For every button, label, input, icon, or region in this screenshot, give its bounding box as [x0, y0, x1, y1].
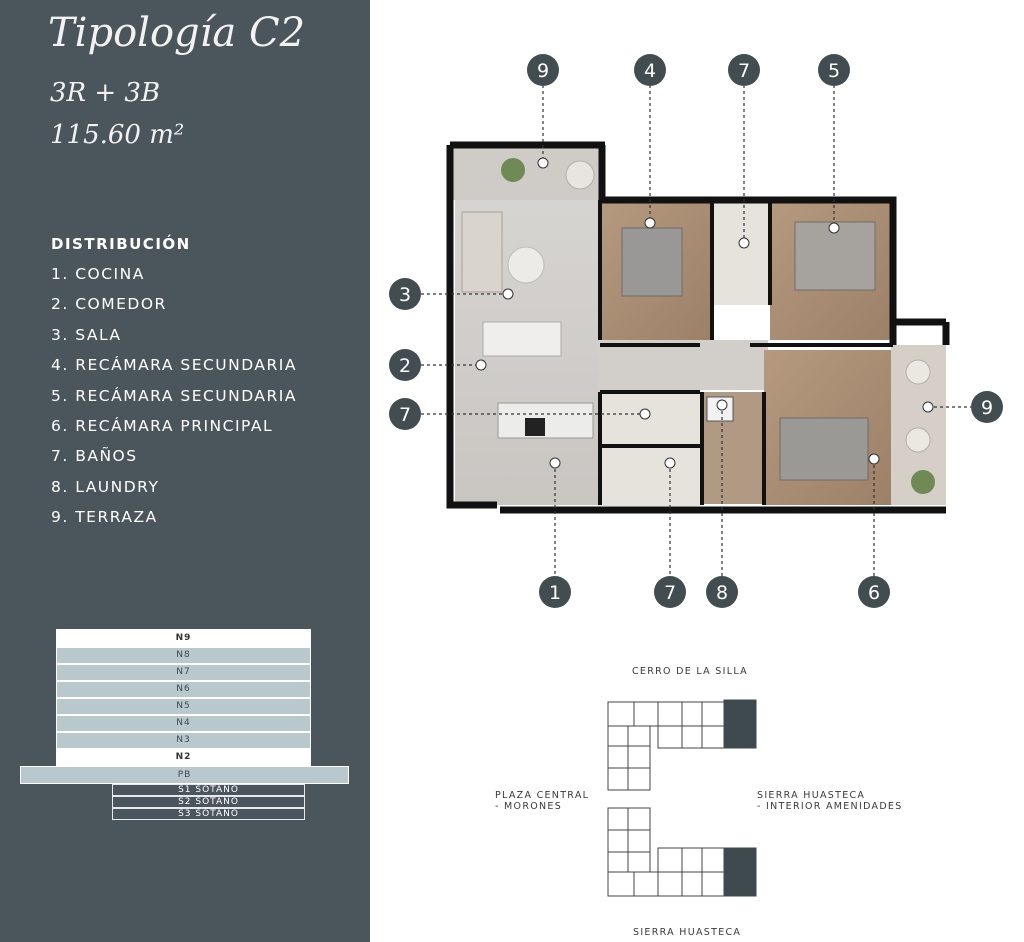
svg-text:9: 9	[980, 397, 994, 419]
floor-plan	[370, 0, 1024, 942]
sofa	[462, 212, 502, 292]
marker-terrace	[971, 391, 1003, 423]
marker-bath	[728, 54, 760, 86]
distribution-list	[51, 264, 297, 538]
label-west-1: PLAZA CENTRAL	[495, 790, 590, 801]
distribution-item: 3. SALA	[51, 325, 122, 344]
label-east-1: SIERRA HUASTECA	[757, 790, 866, 801]
floor-n4: N4	[56, 715, 311, 732]
marker-sala	[389, 278, 421, 310]
bath-lower-1	[600, 392, 700, 444]
kitchen-island	[498, 403, 593, 438]
floor-s1: S1 SÓTANO	[112, 784, 305, 796]
plant-icon	[501, 158, 525, 182]
marker-bath	[654, 576, 686, 608]
floor-n8: N8	[56, 647, 311, 664]
distribution-item: 9. TERRAZA	[51, 508, 158, 527]
svg-text:7: 7	[398, 404, 412, 426]
marker-comedor	[389, 349, 421, 381]
chair-icon	[566, 161, 594, 189]
svg-text:8: 8	[715, 582, 729, 604]
marker-bedroom-4	[634, 54, 666, 86]
bath-lower-2	[600, 446, 700, 506]
chair-icon	[906, 428, 930, 452]
floor-n6: N6	[56, 681, 311, 698]
highlight-unit	[724, 848, 756, 896]
label-north: CERRO DE LA SILLA	[632, 666, 748, 677]
distribution-item: 7. BAÑOS	[51, 447, 138, 466]
marker-bath	[389, 398, 421, 430]
floor-s2: S2 SÓTANO	[112, 796, 305, 808]
marker-laundry	[706, 576, 738, 608]
marker-bedroom-5	[818, 54, 850, 86]
plant-icon	[911, 470, 935, 494]
unit-title: Tipología C2	[48, 10, 306, 56]
svg-text:7: 7	[737, 60, 751, 82]
svg-text:1: 1	[548, 582, 562, 604]
highlight-unit	[724, 700, 756, 748]
floor-n2: N2	[56, 749, 311, 766]
coffee-table	[508, 247, 544, 283]
floor-n9: N9	[56, 629, 311, 647]
floor-n3: N3	[56, 732, 311, 749]
distribution-item: 2. COMEDOR	[51, 295, 167, 314]
distribution-item: 4. RECÁMARA SECUNDARIA	[51, 356, 297, 375]
svg-text:3: 3	[398, 284, 412, 306]
svg-text:4: 4	[643, 60, 657, 82]
floor-n5: N5	[56, 698, 311, 715]
distribution-item: 5. RECÁMARA SECUNDARIA	[51, 386, 297, 405]
svg-text:6: 6	[867, 582, 881, 604]
master-bed	[780, 418, 868, 480]
info-panel	[0, 0, 370, 942]
rooms-baths: 3R + 3B	[50, 78, 161, 108]
chair-icon	[906, 360, 930, 384]
marker-cocina	[539, 576, 571, 608]
svg-text:7: 7	[663, 582, 677, 604]
key-plan	[608, 700, 756, 896]
marker-terrace	[527, 54, 559, 86]
bed-4	[622, 228, 682, 296]
distribution-item: 1. COCINA	[51, 265, 145, 283]
cooktop	[525, 418, 545, 436]
floor-s3: S3 SÓTANO	[112, 808, 305, 820]
svg-text:2: 2	[398, 355, 412, 377]
hallway	[598, 340, 768, 390]
unit-area: 115.60 m²	[50, 120, 185, 150]
floor-pb: PB	[20, 766, 349, 784]
svg-text:9: 9	[536, 60, 550, 82]
label-west-2: - MORONES	[495, 801, 563, 812]
label-south: SIERRA HUASTECA	[633, 927, 742, 938]
marker-master-bedroom	[858, 576, 890, 608]
distribution-item: 6. RECÁMARA PRINCIPAL	[51, 416, 274, 435]
label-east-2: - INTERIOR AMENIDADES	[757, 801, 903, 812]
floor-n7: N7	[56, 664, 311, 681]
distribution-item: 8. LAUNDRY	[51, 477, 160, 496]
svg-text:5: 5	[827, 60, 841, 82]
bath-upper	[712, 200, 770, 305]
dining-table	[483, 322, 561, 356]
distribution-heading: DISTRIBUCIÓN	[51, 235, 191, 253]
